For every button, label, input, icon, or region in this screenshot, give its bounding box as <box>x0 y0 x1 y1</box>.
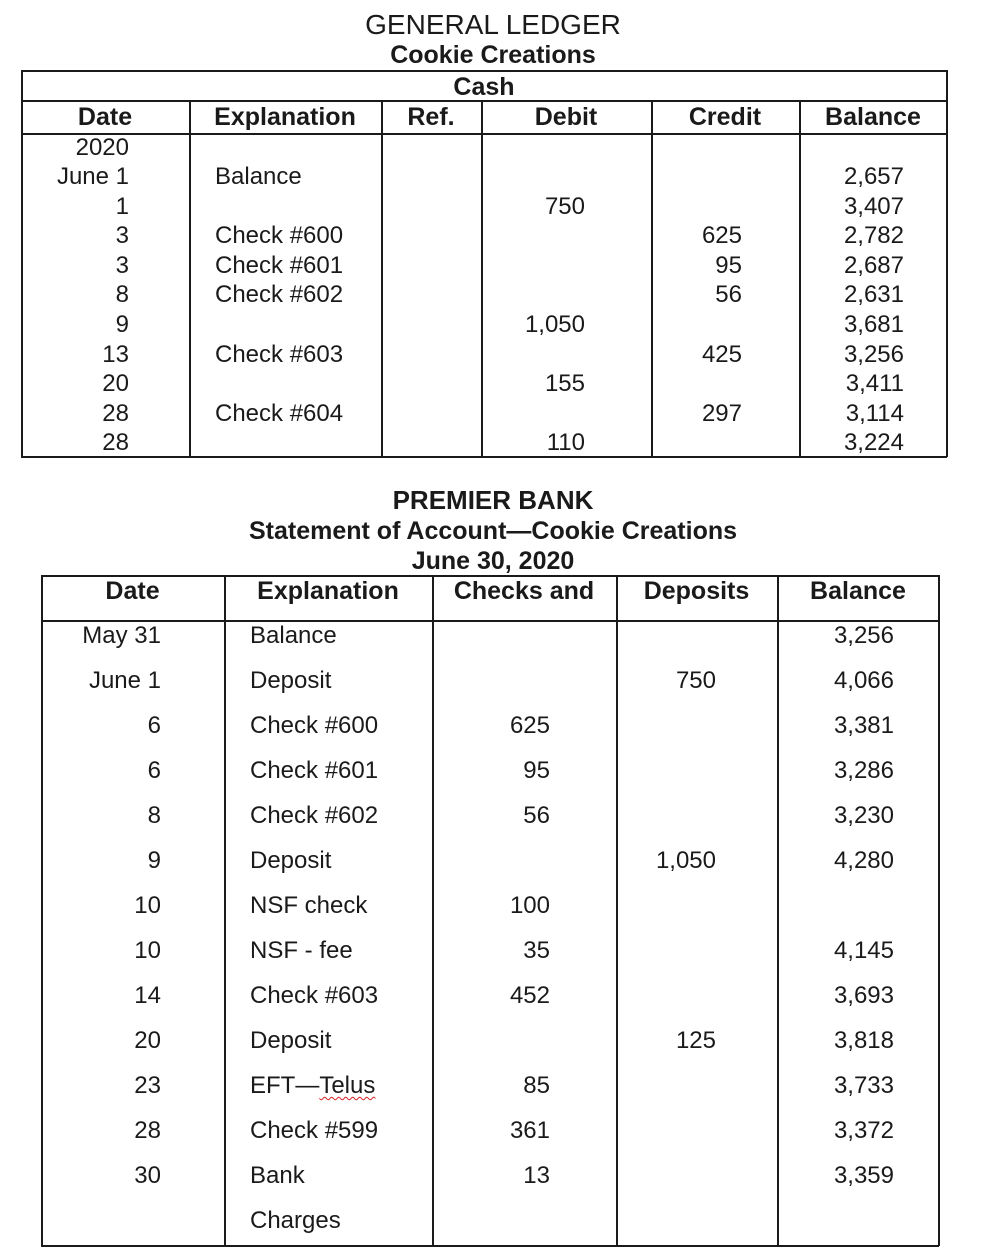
bank-explanation: Deposit <box>250 1027 332 1054</box>
ledger-credit: 56 <box>715 281 742 309</box>
bank-balance: 4,145 <box>833 937 894 964</box>
bank-explanation: Balance <box>250 622 337 649</box>
bank-balance: 4,280 <box>833 847 894 874</box>
bank-explanation: EFT—Telus <box>250 1072 376 1099</box>
bank-checks: 452 <box>509 982 550 1009</box>
ledger-date: 8 <box>115 281 129 309</box>
ledger-balance: 2,657 <box>843 163 904 190</box>
bank-explanation: Check #601 <box>250 757 379 784</box>
ledger-date: 9 <box>115 311 129 338</box>
ledger-column-divider <box>189 100 191 457</box>
ledger-header-balance: Balance <box>825 103 921 131</box>
bank-balance: 3,381 <box>833 712 894 739</box>
ledger-balance: 2,782 <box>843 222 904 250</box>
ledger-header-date: Date <box>77 103 133 131</box>
ledger-date: June 1 <box>56 163 129 190</box>
ledger-date: 20 <box>102 370 129 398</box>
ledger-explanation: Check #604 <box>215 399 344 427</box>
ledger-balance: 3,256 <box>843 340 904 368</box>
bank-explanation: NSF check <box>250 892 368 919</box>
bank-header-explanation: Explanation <box>257 577 399 605</box>
bank-border-bottom <box>41 1245 939 1247</box>
ledger-header-ref: Ref. <box>407 103 455 131</box>
ledger-credit: 297 <box>701 399 742 427</box>
ledger-date: 1 <box>115 192 129 220</box>
bank-checks: 625 <box>509 712 550 739</box>
bank-header-deposits: Deposits <box>643 577 750 605</box>
bank-date: 8 <box>147 802 161 829</box>
bank-explanation: Deposit <box>250 847 332 874</box>
ledger-account-name: Cash <box>453 73 515 101</box>
ledger-debit: 155 <box>544 370 585 398</box>
bank-date: 30 <box>134 1162 161 1189</box>
bank-date: May 31 <box>82 622 161 649</box>
bank-explanation: Bank <box>250 1162 305 1189</box>
bank-balance: 3,818 <box>833 1027 894 1054</box>
bank-explanation: Deposit <box>250 667 332 694</box>
ledger-date: 28 <box>102 399 129 427</box>
ledger-credit: 95 <box>715 251 742 279</box>
bank-balance: 3,693 <box>833 982 894 1009</box>
bank-date: June 1 <box>88 667 161 694</box>
bank-balance: 3,230 <box>833 802 894 829</box>
bank-deposits: 125 <box>675 1027 716 1054</box>
bank-title: PREMIER BANK <box>392 485 594 515</box>
bank-date: 10 <box>134 937 161 964</box>
bank-column-divider <box>224 575 226 1246</box>
bank-header-balance: Balance <box>810 577 906 605</box>
ledger-header-explanation: Explanation <box>214 103 356 131</box>
bank-explanation: Check #599 <box>250 1117 379 1144</box>
ledger-date: 3 <box>115 251 129 279</box>
ledger-explanation: Check #601 <box>215 251 344 279</box>
bank-checks: 85 <box>523 1072 550 1099</box>
ledger-date: 3 <box>115 222 129 250</box>
bank-explanation: NSF - fee <box>250 937 353 964</box>
bank-explanation: Check #602 <box>250 802 379 829</box>
ledger-column-divider <box>381 100 383 457</box>
bank-checks: 35 <box>523 937 550 964</box>
bank-date: 23 <box>134 1072 161 1099</box>
ledger-explanation: Check #600 <box>215 222 344 250</box>
ledger-subtitle: Cookie Creations <box>390 41 596 69</box>
bank-deposits: 1,050 <box>655 847 716 874</box>
ledger-balance: 2,631 <box>843 281 904 309</box>
ledger-debit: 750 <box>544 192 585 220</box>
bank-explanation-continuation: Charges <box>250 1207 341 1234</box>
bank-checks: 361 <box>509 1117 550 1144</box>
bank-date: 20 <box>134 1027 161 1054</box>
ledger-balance: 3,681 <box>843 311 904 338</box>
bank-deposits: 750 <box>675 667 716 694</box>
bank-date: 10 <box>134 892 161 919</box>
bank-checks: 56 <box>523 802 550 829</box>
bank-date: 6 <box>147 757 161 784</box>
ledger-credit: 425 <box>701 340 742 368</box>
ledger-balance: 3,224 <box>843 429 904 457</box>
bank-date: 6 <box>147 712 161 739</box>
bank-balance: 3,733 <box>833 1072 894 1099</box>
bank-border-right <box>938 575 940 1246</box>
ledger-debit: 110 <box>546 429 585 457</box>
bank-explanation: Check #603 <box>250 982 379 1009</box>
ledger-balance: 3,407 <box>843 192 904 220</box>
ledger-header-credit: Credit <box>688 103 762 131</box>
bank-explanation: Check #600 <box>250 712 379 739</box>
bank-checks: 95 <box>523 757 550 784</box>
ledger-explanation: Check #603 <box>215 340 344 368</box>
bank-checks: 13 <box>523 1162 550 1189</box>
bank-balance: 4,066 <box>833 667 894 694</box>
ledger-explanation: Check #602 <box>215 281 344 309</box>
ledger-date: 28 <box>102 429 129 457</box>
bank-checks: 100 <box>509 892 550 919</box>
bank-header-checks: Checks and <box>453 577 595 605</box>
ledger-header-divider <box>21 133 947 135</box>
bank-balance: 3,286 <box>833 757 894 784</box>
ledger-header-debit: Debit <box>534 103 598 131</box>
bank-balance: 3,372 <box>833 1117 894 1144</box>
ledger-explanation: Balance <box>215 163 302 190</box>
ledger-credit: 625 <box>701 222 742 250</box>
bank-statement-date: June 30, 2020 <box>411 547 575 575</box>
ledger-title: GENERAL LEDGER <box>365 9 621 40</box>
ledger-date: 13 <box>102 340 129 368</box>
ledger-balance: 3,411 <box>845 370 904 398</box>
ledger-balance: 3,114 <box>845 399 904 427</box>
bank-date: 28 <box>134 1117 161 1144</box>
spellcheck-squiggle: Telus <box>319 1072 376 1099</box>
bank-balance: 3,359 <box>833 1162 894 1189</box>
ledger-debit: 1,050 <box>524 311 585 338</box>
bank-balance: 3,256 <box>833 622 894 649</box>
bank-date: 9 <box>147 847 161 874</box>
bank-header-date: Date <box>105 577 160 605</box>
ledger-column-divider <box>481 100 483 457</box>
bank-date: 14 <box>134 982 161 1009</box>
bank-subtitle: Statement of Account—Cookie Creations <box>248 517 738 545</box>
ledger-balance: 2,687 <box>843 251 904 279</box>
ledger-year: 2020 <box>75 134 129 161</box>
